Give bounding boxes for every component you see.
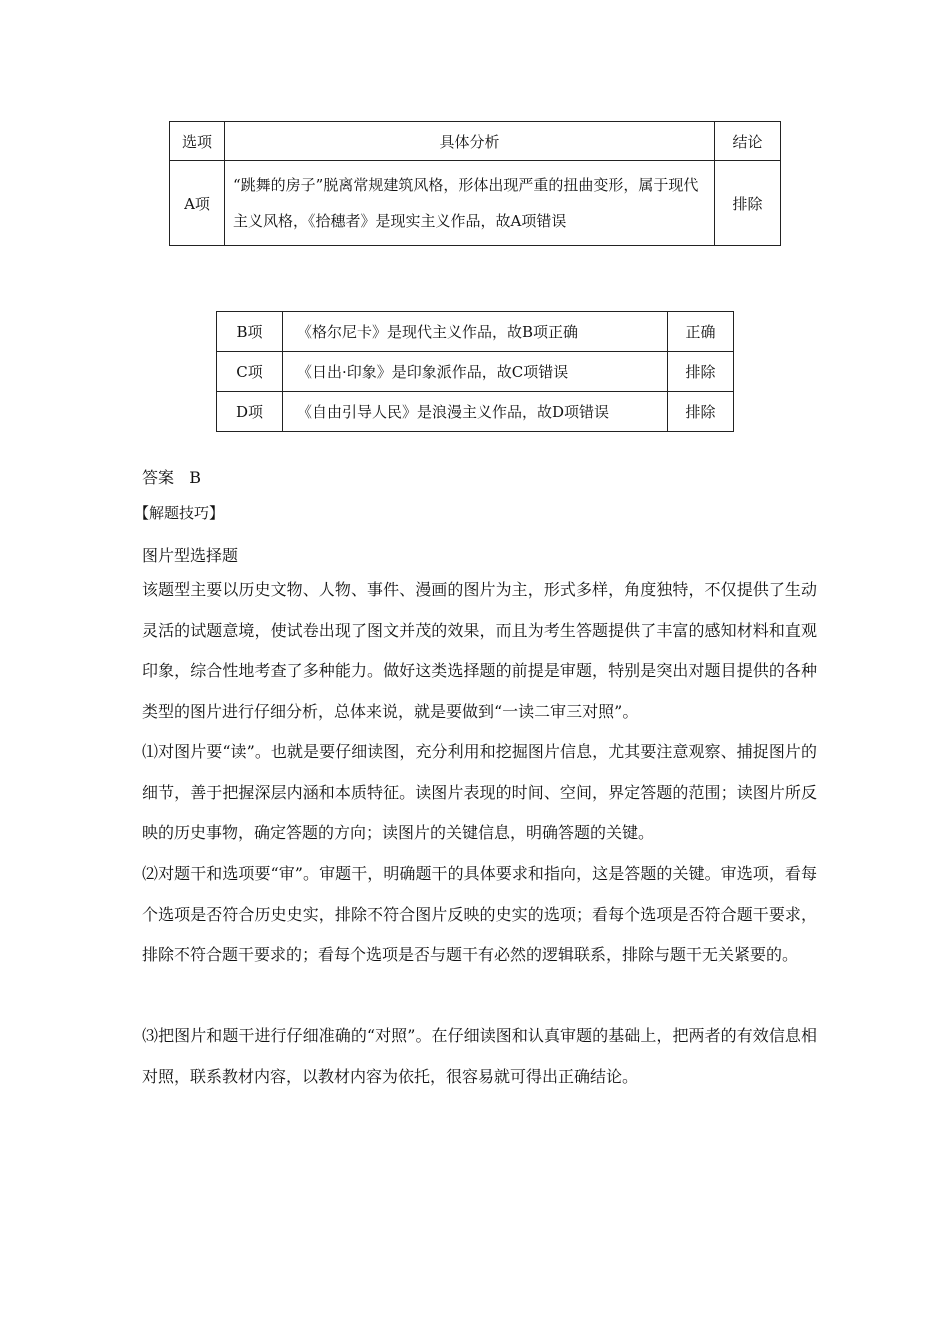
header-conclusion: 结论 [715,122,781,161]
table-row [170,161,781,246]
header-option: 选项 [170,122,225,161]
tips-intro: 该题型主要以历史文物、人物、事件、漫画的图片为主，形式多样，角度独特，不仅提供了生动灵活的试题意境，使试卷出现了图文并茂的效果，而且为考生答题提供了丰富的感知材料和直观印象，综合性地考查了多种能力。做好这类选择题的前提是审题，特别是突出对题目提供的各种类型的图片进行仔细分析，总体来说，就是要做到“一读二审三对照”。 [142,580,817,721]
table-row [217,392,734,432]
tips-heading: 【解题技巧】 [134,504,225,522]
row-option: A项 [170,161,225,246]
row-analysis: 《格尔尼卡》是现代主义作品，故B项正确 [283,312,668,352]
table-row [217,312,734,352]
analysis-table-bcd [216,311,734,432]
table-row [217,352,734,392]
row-conclusion: 正确 [668,312,734,352]
analysis-table-a [169,121,781,246]
row-analysis: “跳舞的房子”脱离常规建筑风格，形体出现严重的扭曲变形，属于现代主义风格，《拾穗者》是现实主义作品，故A项错误 [225,161,715,246]
row-conclusion: 排除 [715,161,781,246]
answer-value: B [189,468,202,487]
tips-point-3: ⑶把图片和题干进行仔细准确的“对照”。在仔细读图和认真审题的基础上，把两者的有效信息相对照，联系教材内容，以教材内容为依托，很容易就可得出正确结论。 [142,1026,817,1086]
header-analysis: 具体分析 [225,122,715,161]
row-option: D项 [217,392,283,432]
row-analysis: 《日出·印象》是印象派作品，故C项错误 [283,352,668,392]
row-conclusion: 排除 [668,352,734,392]
answer-line [142,465,201,488]
tips-point-1: ⑴对图片要“读”。也就是要仔细读图，充分利用和挖掘图片信息，尤其要注意观察、捕捉图片的细节，善于把握深层内涵和本质特征。读图片表现的时间、空间，界定答题的范围；读图片所反映的历史事物，确定答题的方向；读图片的关键信息，明确答题的关键。 [142,742,817,842]
row-option: C项 [217,352,283,392]
tips-point-2: ⑵对题干和选项要“审”。审题干，明确题干的具体要求和指向，这是答题的关键。审选项，看每个选项是否符合历史史实，排除不符合图片反映的史实的选项；看每个选项是否符合题干要求，排除不符合题干要求的；看每个选项是否与题干有必然的逻辑联系，排除与题干无关紧要的。 [142,864,817,964]
table-header-row [170,122,781,161]
answer-label: 答案 [142,468,175,487]
row-option: B项 [217,312,283,352]
row-conclusion: 排除 [668,392,734,432]
row-analysis: 《自由引导人民》是浪漫主义作品，故D项错误 [283,392,668,432]
tips-subtitle: 图片型选择题 [142,546,239,565]
